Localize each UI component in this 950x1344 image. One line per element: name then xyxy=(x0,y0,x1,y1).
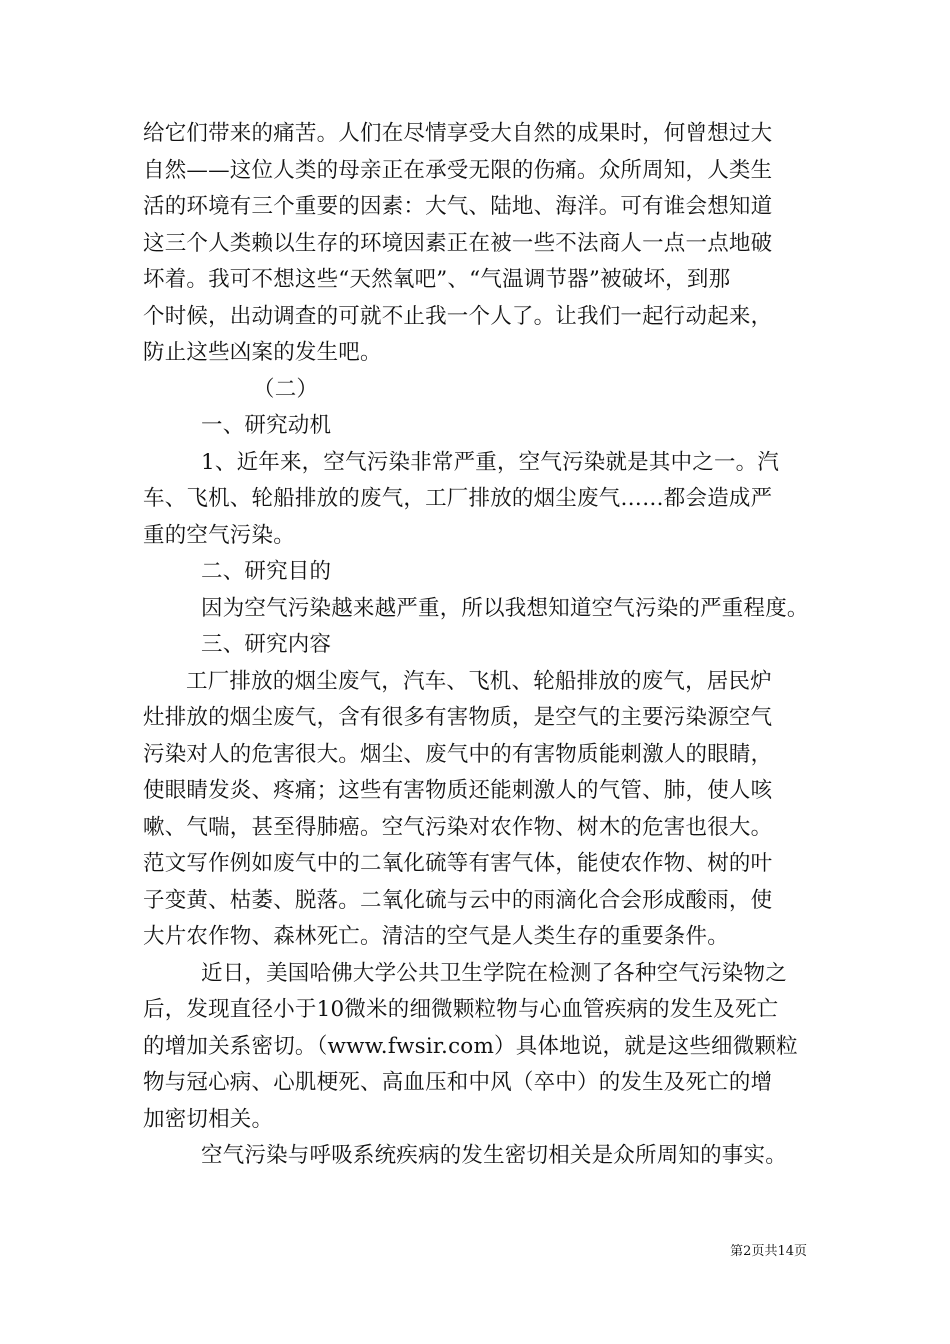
paragraph-line: 加密切相关。 xyxy=(143,1106,274,1132)
paragraph-line: 这三个人类赖以生存的环境因素正在被一些不法商人一点一点地破 xyxy=(143,230,773,256)
paragraph-line: 灶排放的烟尘废气，含有很多有害物质，是空气的主要污染源空气 xyxy=(143,705,773,730)
section-heading: 三、研究内容 xyxy=(201,632,332,657)
paragraph-line: 子变黄、枯萎、脱落。二氧化硫与云中的雨滴化合会形成酸雨，使 xyxy=(143,887,773,913)
paragraph-line: 坏着。我可不想这些“天然氧吧”、“气温调节器”被破坏，到那 xyxy=(143,267,731,292)
document-body xyxy=(143,116,815,1175)
section-heading: 一、研究动机 xyxy=(201,413,332,438)
paragraph-line: 近日，美国哈佛大学公共卫生学院在检测了各种空气污染物之 xyxy=(201,960,787,986)
paragraph-line: 个时候，出动调查的可就不止我一个人了。让我们一起行动起来， xyxy=(143,303,773,329)
paragraph-line: 防止这些凶案的发生吧。 xyxy=(143,340,382,365)
section-subtitle: （二） xyxy=(253,376,319,402)
paragraph-line: 范文写作例如废气中的二氧化硫等有害气体，能使农作物、树的叶 xyxy=(143,851,773,876)
paragraph-line: 工厂排放的烟尘废气，汽车、飞机、轮船排放的废气，居民炉 xyxy=(186,668,772,694)
paragraph-line: 后，发现直径小于10微米的细微颗粒物与心血管疾病的发生及死亡 xyxy=(143,997,779,1022)
paragraph-line: 因为空气污染越来越严重，所以我想知道空气污染的严重程度。 xyxy=(201,595,809,621)
paragraph-line: 的增加关系密切。（www.fwsir.com）具体地说，就是这些细微颗粒 xyxy=(143,1033,798,1059)
paragraph-line: 自然——这位人类的母亲正在承受无限的伤痛。众所周知，人类生 xyxy=(143,157,773,183)
page-number: 第2页共14页 xyxy=(730,1244,807,1259)
paragraph-line: 车、飞机、轮船排放的废气，工厂排放的烟尘废气……都会造成严 xyxy=(143,486,773,511)
paragraph-line: 活的环境有三个重要的因素：大气、陆地、海洋。可有谁会想知道 xyxy=(143,194,773,219)
paragraph-line: 重的空气污染。 xyxy=(143,522,295,548)
section-heading: 二、研究目的 xyxy=(201,559,332,584)
paragraph-line: 使眼睛发炎、疼痛；这些有害物质还能刺激人的气管、肺，使人咳 xyxy=(143,778,773,803)
paragraph-line: 给它们带来的痛苦。人们在尽情享受大自然的成果时，何曾想过大 xyxy=(143,121,773,146)
paragraph-line: 污染对人的危害很大。烟尘、废气中的有害物质能刺激人的眼睛， xyxy=(143,741,773,767)
paragraph-line: 空气污染与呼吸系统疾病的发生密切相关是众所周知的事实。 xyxy=(201,1143,787,1168)
paragraph-line: 嗽、气喘，甚至得肺癌。空气污染对农作物、树木的危害也很大。 xyxy=(143,814,773,840)
paragraph-line: 物与冠心病、心肌梗死、高血压和中风（卒中）的发生及死亡的增 xyxy=(143,1070,773,1095)
paragraph-line: 大片农作物、森林死亡。清洁的空气是人类生存的重要条件。 xyxy=(143,924,729,949)
paragraph-line: 1、近年来，空气污染非常严重，空气污染就是其中之一。汽 xyxy=(201,449,780,475)
